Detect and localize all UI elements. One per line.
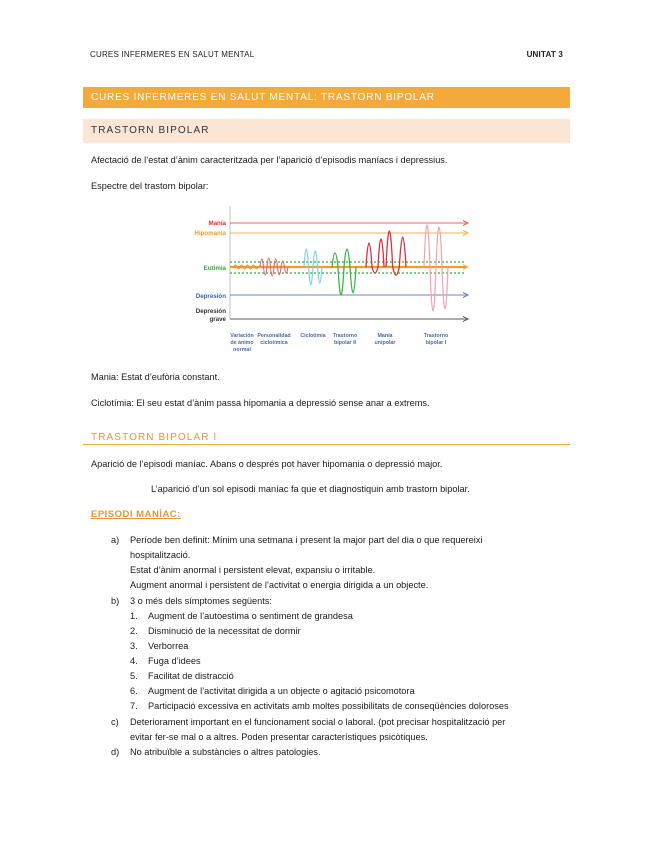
mania-definition: Mania: Estat d’eufòria constant. bbox=[91, 372, 220, 382]
category-label: bipolar II bbox=[333, 340, 357, 346]
symptom-item: Fuga d’idees bbox=[148, 656, 201, 666]
criterion-a-line: Estat d’ànim anormal i persistent elevat, expansiu o irritable. bbox=[130, 565, 376, 575]
category-label: de ánimo bbox=[230, 340, 254, 346]
criterion-c-line: Deteriorament important en el funcionament social o laboral. (pot precisar hospitalització per bbox=[130, 717, 506, 727]
symptom-number: 5. bbox=[130, 671, 138, 681]
symptom-item: Verborrea bbox=[148, 641, 189, 651]
symptom-item: Augment de l’activitat dirigida a un objecte o agitació psicomotora bbox=[148, 686, 415, 696]
category-label: Variación bbox=[230, 333, 254, 339]
chapter-title: CURES INFERMERES EN SALUT MENTAL: TRASTORN BIPOLAR bbox=[91, 92, 435, 103]
level-label: Manía bbox=[208, 220, 226, 227]
criterion-c-line: evitar fer-se mal o a altres. Poden presentar característiques psicòtiques. bbox=[130, 732, 428, 742]
spectrum-label: Espectre del trastorn bipolar: bbox=[91, 181, 209, 191]
ciclotimia-definition: Ciclotímia: El seu estat d’ànim passa hipomania a depressió sense anar a extrems. bbox=[91, 398, 430, 408]
criterion-a-line: hospitalització. bbox=[130, 550, 191, 560]
category-label: Trastorno bbox=[332, 333, 358, 339]
definition-text: Afectació de l’estat d’ànim caracteritzada per l’aparició d’episodis maníacs i depressius. bbox=[91, 155, 448, 165]
subsection-header bbox=[83, 427, 570, 445]
criterion-d-text: No atribuïble a substàncies o altres patologies. bbox=[130, 747, 321, 757]
chapter-banner bbox=[83, 87, 570, 108]
symptom-number: 7. bbox=[130, 701, 138, 711]
level-label: grave bbox=[209, 316, 226, 323]
criterion-b-text: 3 o més dels símptomes següents: bbox=[130, 596, 272, 606]
symptom-item: Disminució de la necessitat de dormir bbox=[148, 626, 301, 636]
unipolar-mania-wave bbox=[386, 231, 406, 275]
symptom-item: Facilitat de distracció bbox=[148, 671, 234, 681]
running-header-title: CURES INFERMERES EN SALUT MENTAL bbox=[90, 50, 255, 59]
category-label: Trastorno bbox=[423, 333, 449, 339]
category-label: normal bbox=[233, 347, 251, 353]
level-label: Hipomanía bbox=[194, 230, 226, 237]
symptom-item: Participació excessiva en activitats amb moltes possibilitats de conseqüències doloroses bbox=[148, 701, 509, 711]
subsection-title: TRASTORN BIPOLAR I bbox=[91, 432, 218, 443]
symptom-number: 3. bbox=[130, 641, 138, 651]
category-label: Ciclotimia bbox=[300, 333, 326, 339]
level-label: Depresión bbox=[195, 293, 226, 300]
category-label: bipolar I bbox=[425, 340, 447, 346]
running-header-unit: UNITAT 3 bbox=[526, 50, 563, 59]
category-label: Manía bbox=[377, 333, 393, 339]
criterion-marker: b) bbox=[111, 596, 120, 606]
symptom-number: 6. bbox=[130, 686, 138, 696]
bipolar-ii-wave bbox=[332, 249, 356, 295]
criterion-marker: d) bbox=[111, 747, 120, 757]
category-label: unipolar bbox=[374, 340, 396, 346]
bipolar1-text: Aparició de l’episodi maníac. Abans o després pot haver hipomania o depressió major. bbox=[91, 459, 443, 469]
level-label: Eutimia bbox=[203, 265, 226, 272]
criterion-marker: c) bbox=[111, 717, 119, 727]
category-label: ciclotímica bbox=[260, 340, 288, 346]
symptom-number: 4. bbox=[130, 656, 138, 666]
criterion-marker: a) bbox=[111, 535, 120, 545]
symptom-item: Augment de l’autoestima o sentiment de grandesa bbox=[148, 611, 353, 621]
symptom-number: 1. bbox=[130, 611, 138, 621]
symptom-number: 2. bbox=[130, 626, 138, 636]
bipolar-spectrum-chart bbox=[180, 203, 475, 360]
section-header bbox=[83, 119, 570, 143]
episode-title: EPISODI MANÍAC: bbox=[91, 509, 181, 520]
category-label: Personalidad bbox=[257, 333, 291, 339]
bipolar1-note: L’aparició d’un sol episodi maníac fa que et diagnostiquin amb trastorn bipolar. bbox=[151, 484, 470, 494]
criterion-a-line: Període ben definit: Mínim una setmana i present la major part del dia o que requereixi bbox=[130, 535, 483, 545]
section-title: TRASTORN BIPOLAR bbox=[91, 125, 210, 136]
level-label: Depresión bbox=[195, 308, 226, 315]
criterion-a-line: Augment anormal i persistent de l’activitat o energia dirigida a un objecte. bbox=[130, 580, 429, 590]
